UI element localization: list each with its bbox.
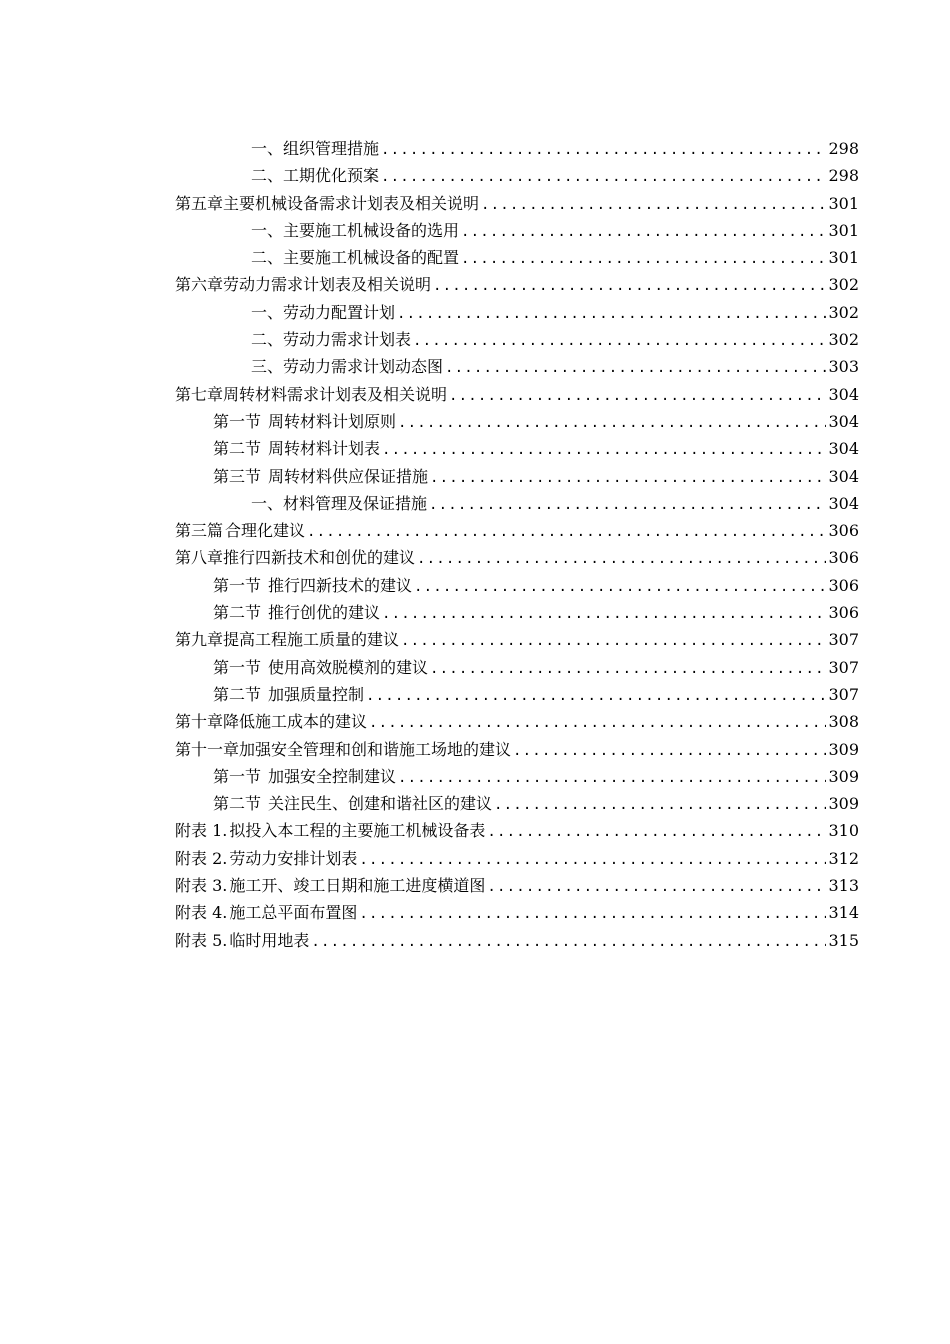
dot-leader <box>381 137 826 164</box>
toc-entry[interactable] <box>175 899 859 926</box>
toc-entry-title: 推行四新技术和创优的建议 <box>223 548 416 568</box>
toc-entry[interactable] <box>175 299 859 326</box>
toc-entry-page: 306 <box>828 521 859 541</box>
toc-entry-page: 302 <box>828 275 859 295</box>
toc-entry-title: 周转材料计划表 <box>268 439 381 459</box>
dot-leader <box>382 437 826 464</box>
toc-entry[interactable] <box>175 927 859 954</box>
toc-entry-page: 309 <box>828 739 859 759</box>
toc-entry-title: 主要机械设备需求计划表及相关说明 <box>223 193 480 213</box>
dot-leader <box>429 492 826 519</box>
toc-entry-number: 第二节 <box>213 684 262 704</box>
toc-entry-page: 307 <box>828 684 859 704</box>
toc-entry-number: 第七章 <box>175 384 224 404</box>
toc-entry-number: 附表 5. <box>175 930 228 950</box>
toc-entry-number: 第二节 <box>213 439 262 459</box>
toc-entry-number: 附表 3. <box>175 876 228 896</box>
toc-entry-title: 组织管理措施 <box>283 139 380 158</box>
toc-entry-title: 施工总平面布置图 <box>229 903 358 923</box>
toc-entry-page: 304 <box>828 493 859 513</box>
toc-entry-title: 推行四新技术的建议 <box>268 575 413 595</box>
toc-entry-title: 临时用地表 <box>229 930 310 950</box>
dot-leader <box>307 519 826 546</box>
toc-entry-number: 二、 <box>251 166 284 186</box>
toc-entry-number: 一、 <box>251 139 284 158</box>
toc-entry-number: 第九章 <box>175 630 224 650</box>
toc-entry-number: 附表 2. <box>175 848 228 868</box>
dot-leader <box>366 683 826 710</box>
toc-entry-title: 推行创优的建议 <box>268 603 381 623</box>
toc-entry-title: 主要施工机械设备的选用 <box>283 220 460 240</box>
toc-entry-number: 一、 <box>251 302 284 322</box>
toc-entry-title: 劳动力需求计划表 <box>283 330 412 350</box>
toc-entry-page: 304 <box>828 439 859 459</box>
dot-leader <box>413 328 826 355</box>
toc-entry[interactable] <box>175 408 859 435</box>
dot-leader <box>487 874 826 901</box>
toc-entry[interactable] <box>175 271 859 298</box>
toc-entry-title: 合理化建议 <box>225 521 306 541</box>
table-of-contents <box>175 135 859 954</box>
dot-leader <box>398 410 826 437</box>
toc-entry-title: 劳动力需求计划表及相关说明 <box>223 275 432 295</box>
toc-entry[interactable] <box>175 817 859 844</box>
toc-entry-number: 第一节 <box>213 657 262 677</box>
dot-leader <box>359 847 826 874</box>
toc-entry-title: 提高工程施工质量的建议 <box>223 630 400 650</box>
dot-leader <box>382 601 826 628</box>
toc-entry-number: 第一节 <box>213 411 262 431</box>
dot-leader <box>381 164 826 191</box>
toc-entry-page: 301 <box>828 220 859 240</box>
toc-entry-number: 第八章 <box>175 548 224 568</box>
toc-entry-page: 302 <box>828 330 859 350</box>
toc-entry[interactable] <box>175 135 859 162</box>
dot-leader <box>461 246 826 273</box>
toc-entry[interactable] <box>175 572 859 599</box>
toc-entry-title: 劳动力安排计划表 <box>229 848 358 868</box>
dot-leader <box>398 765 826 792</box>
dot-leader <box>414 574 826 601</box>
toc-entry-page: 304 <box>828 411 859 431</box>
toc-entry-title: 周转材料需求计划表及相关说明 <box>223 384 448 404</box>
toc-entry-page: 306 <box>828 548 859 568</box>
toc-entry-number: 二、 <box>251 248 284 268</box>
toc-entry-title: 加强质量控制 <box>268 684 365 704</box>
toc-entry-number: 第一节 <box>213 575 262 595</box>
dot-leader <box>311 929 826 956</box>
toc-entry[interactable] <box>175 654 859 681</box>
toc-entry[interactable] <box>175 845 859 872</box>
dot-leader <box>433 273 826 300</box>
toc-entry[interactable] <box>175 544 859 571</box>
toc-entry-number: 二、 <box>251 330 284 350</box>
toc-entry[interactable] <box>175 244 859 271</box>
toc-entry[interactable] <box>175 599 859 626</box>
toc-entry-number: 第一节 <box>213 766 262 786</box>
toc-entry-title: 劳动力需求计划动态图 <box>283 357 444 377</box>
toc-entry-number: 附表 4. <box>175 903 228 923</box>
toc-entry-title: 降低施工成本的建议 <box>223 712 368 732</box>
toc-entry[interactable] <box>175 353 859 380</box>
toc-entry-number: 第二节 <box>213 603 262 623</box>
toc-entry-title: 使用高效脱模剂的建议 <box>268 657 429 677</box>
toc-entry-page: 306 <box>828 603 859 623</box>
toc-entry-page: 302 <box>828 302 859 322</box>
toc-entry-page: 312 <box>828 848 859 868</box>
toc-entry-title: 施工开、竣工日期和施工进度横道图 <box>229 876 486 896</box>
dot-leader <box>445 355 826 382</box>
toc-entry-number: 第三节 <box>213 466 262 486</box>
toc-entry[interactable] <box>175 490 859 517</box>
toc-entry[interactable] <box>175 162 859 189</box>
toc-entry-number: 第五章 <box>175 193 224 213</box>
dot-leader <box>417 546 826 573</box>
toc-entry-title: 主要施工机械设备的配置 <box>283 248 460 268</box>
toc-entry-number: 第二节 <box>213 794 262 814</box>
toc-entry[interactable] <box>175 872 859 899</box>
toc-entry-title: 周转材料计划原则 <box>268 411 397 431</box>
toc-entry[interactable] <box>175 681 859 708</box>
dot-leader <box>487 819 826 846</box>
dot-leader <box>359 901 826 928</box>
dot-leader <box>369 710 826 737</box>
toc-entry-title: 工期优化预案 <box>283 166 380 186</box>
toc-entry-title: 材料管理及保证措施 <box>283 493 428 513</box>
toc-entry[interactable] <box>175 326 859 353</box>
toc-entry-page: 306 <box>828 575 859 595</box>
toc-entry[interactable] <box>175 763 859 790</box>
toc-entry-title: 加强安全管理和创和谐施工场地的建议 <box>239 739 512 759</box>
dot-leader <box>401 628 826 655</box>
toc-entry-number: 一、 <box>251 493 284 513</box>
toc-entry-page: 309 <box>828 766 859 786</box>
toc-entry-page: 298 <box>828 166 859 186</box>
toc-entry[interactable] <box>175 626 859 653</box>
toc-entry[interactable] <box>175 790 859 817</box>
toc-entry[interactable] <box>175 435 859 462</box>
toc-entry-page: 308 <box>828 712 859 732</box>
toc-entry-page: 314 <box>828 903 859 923</box>
toc-entry[interactable] <box>175 463 859 490</box>
dot-leader <box>513 738 826 765</box>
dot-leader <box>449 383 826 410</box>
toc-entry-page: 298 <box>828 139 859 158</box>
dot-leader <box>481 192 826 219</box>
toc-entry-number: 附表 1. <box>175 821 228 841</box>
toc-entry-page: 315 <box>828 930 859 950</box>
toc-entry-title: 加强安全控制建议 <box>268 766 397 786</box>
dot-leader <box>430 465 826 492</box>
toc-entry[interactable] <box>175 736 859 763</box>
toc-entry-number: 第十一章 <box>175 739 240 759</box>
toc-entry-number: 三、 <box>251 357 284 377</box>
dot-leader <box>494 792 826 819</box>
toc-entry-title: 拟投入本工程的主要施工机械设备表 <box>229 821 486 841</box>
toc-entry[interactable] <box>175 190 859 217</box>
toc-entry[interactable] <box>175 517 859 544</box>
toc-entry-page: 309 <box>828 794 859 814</box>
toc-entry-page: 304 <box>828 466 859 486</box>
toc-entry[interactable] <box>175 708 859 735</box>
dot-leader <box>461 219 826 246</box>
dot-leader <box>430 656 826 683</box>
toc-entry-page: 313 <box>828 876 859 896</box>
toc-entry-page: 301 <box>828 193 859 213</box>
toc-entry[interactable] <box>175 217 859 244</box>
toc-entry-page: 307 <box>828 657 859 677</box>
toc-entry-number: 第十章 <box>175 712 224 732</box>
toc-entry-page: 307 <box>828 630 859 650</box>
toc-entry-title: 周转材料供应保证措施 <box>268 466 429 486</box>
toc-entry-number: 一、 <box>251 220 284 240</box>
toc-entry-title: 劳动力配置计划 <box>283 302 396 322</box>
toc-entry-number: 第三篇 <box>175 521 224 541</box>
toc-entry-title: 关注民生、创建和谐社区的建议 <box>268 794 493 814</box>
toc-entry-page: 303 <box>828 357 859 377</box>
dot-leader <box>397 301 826 328</box>
toc-entry-page: 301 <box>828 248 859 268</box>
toc-entry[interactable] <box>175 381 859 408</box>
toc-entry-page: 304 <box>828 384 859 404</box>
toc-entry-page: 310 <box>828 821 859 841</box>
toc-entry-number: 第六章 <box>175 275 224 295</box>
